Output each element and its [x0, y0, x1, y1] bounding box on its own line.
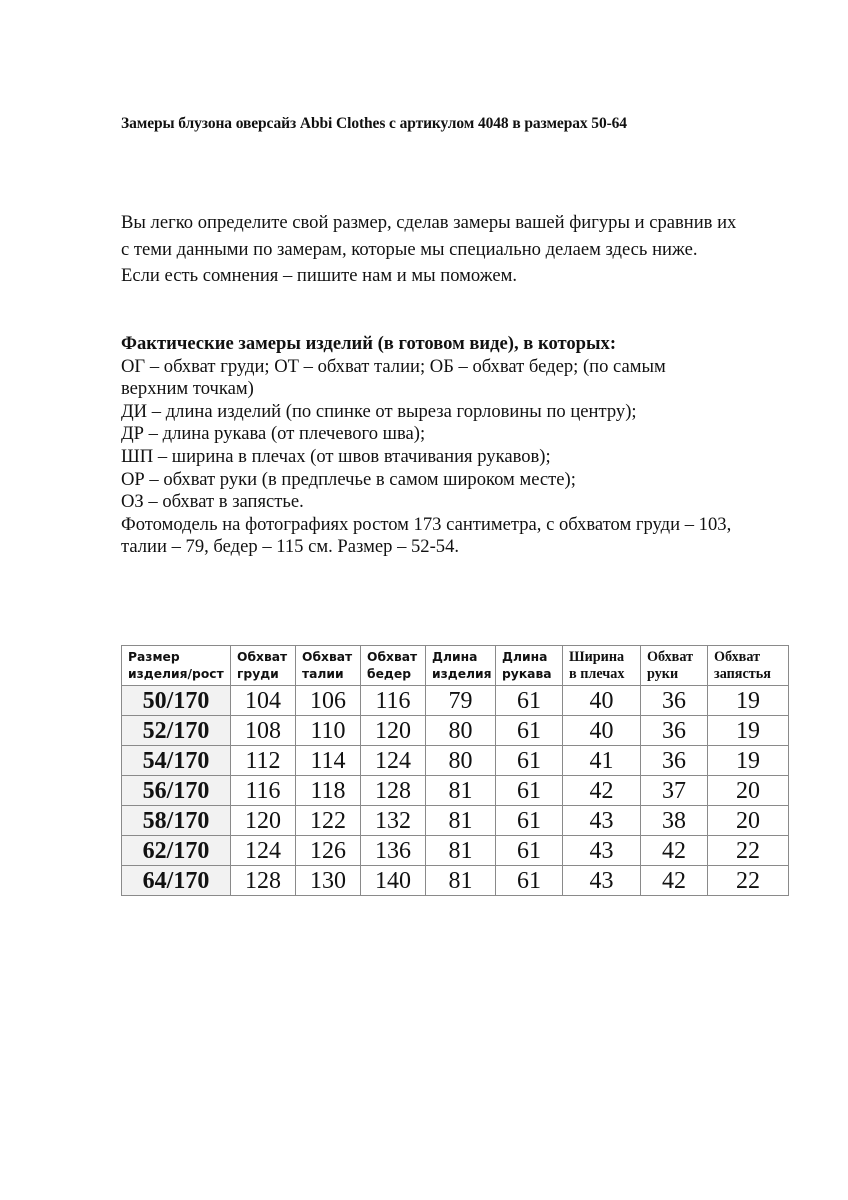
- header-line: талии: [302, 666, 344, 681]
- header-line: изделия/рост: [128, 666, 224, 681]
- size-cell: 56/170: [122, 776, 231, 806]
- table-row: [122, 836, 789, 866]
- shoulder-cell: 41: [563, 746, 641, 776]
- length-cell: 81: [426, 866, 496, 896]
- header-line: Обхват: [302, 649, 353, 664]
- header-wrist-girth: [708, 646, 789, 686]
- arm-cell: 36: [641, 686, 708, 716]
- hips-cell: 132: [361, 806, 426, 836]
- table-row: [122, 866, 789, 896]
- hips-cell: 120: [361, 716, 426, 746]
- legend-line: ДР – длина рукава (от плечевого шва);: [121, 423, 426, 445]
- intro-line: с теми данными по замерам, которые мы специально делаем здесь ниже.: [121, 238, 698, 260]
- header-hips: [361, 646, 426, 686]
- intro-line: Если есть сомнения – пишите нам и мы поможем.: [121, 265, 518, 286]
- legend-line: ОР – обхват руки (в предплечье в самом широком месте);: [121, 468, 576, 490]
- header-length: [426, 646, 496, 686]
- chest-cell: 116: [231, 776, 296, 806]
- length-cell: 81: [426, 776, 496, 806]
- length-cell: 81: [426, 836, 496, 866]
- arm-cell: 37: [641, 776, 708, 806]
- legend-line: ШП – ширина в плечах (от швов втачивания рукавов);: [121, 445, 551, 467]
- sleeve-cell: 61: [496, 836, 563, 866]
- shoulder-cell: 40: [563, 716, 641, 746]
- shoulder-cell: 40: [563, 686, 641, 716]
- chest-cell: 108: [231, 716, 296, 746]
- size-cell: 50/170: [122, 686, 231, 716]
- chest-cell: 120: [231, 806, 296, 836]
- header-line: груди: [237, 666, 279, 681]
- hips-cell: 128: [361, 776, 426, 806]
- table-row: [122, 746, 789, 776]
- sleeve-cell: 61: [496, 716, 563, 746]
- shoulder-cell: 43: [563, 806, 641, 836]
- arm-cell: 36: [641, 746, 708, 776]
- header-line: бедер: [367, 666, 411, 681]
- header-line: Длина: [502, 649, 548, 664]
- wrist-cell: 19: [708, 716, 789, 746]
- header-shoulder-width: [563, 646, 641, 686]
- shoulder-cell: 43: [563, 866, 641, 896]
- sleeve-cell: 61: [496, 686, 563, 716]
- chest-cell: 112: [231, 746, 296, 776]
- header-line: Обхват: [237, 649, 288, 664]
- waist-cell: 130: [296, 866, 361, 896]
- legend-line: ОГ – обхват груди; ОТ – обхват талии; ОБ – обхват бедер; (по самым: [121, 355, 666, 377]
- table-body: [122, 686, 789, 896]
- header-size-height: [122, 646, 231, 686]
- table-row: [122, 806, 789, 836]
- arm-cell: 42: [641, 836, 708, 866]
- length-cell: 79: [426, 686, 496, 716]
- header-line: руки: [647, 665, 679, 682]
- header-line: Длина: [432, 649, 478, 664]
- table-header-row: [122, 646, 789, 686]
- waist-cell: 118: [296, 776, 361, 806]
- model-info-line: талии – 79, бедер – 115 см. Размер – 52-54.: [121, 536, 460, 558]
- sleeve-cell: 61: [496, 806, 563, 836]
- waist-cell: 114: [296, 746, 361, 776]
- header-arm-girth: [641, 646, 708, 686]
- header-chest: [231, 646, 296, 686]
- sleeve-cell: 61: [496, 746, 563, 776]
- model-info-line: Фотомодель на фотографиях ростом 173 сантиметра, с обхватом груди – 103,: [121, 513, 732, 535]
- chest-cell: 128: [231, 866, 296, 896]
- wrist-cell: 19: [708, 686, 789, 716]
- table-row: [122, 776, 789, 806]
- hips-cell: 124: [361, 746, 426, 776]
- waist-cell: 122: [296, 806, 361, 836]
- header-line: Ширина: [569, 648, 625, 665]
- size-cell: 64/170: [122, 866, 231, 896]
- arm-cell: 42: [641, 866, 708, 896]
- size-cell: 58/170: [122, 806, 231, 836]
- header-line: Обхват: [714, 648, 761, 665]
- waist-cell: 106: [296, 686, 361, 716]
- header-line: Обхват: [367, 649, 418, 664]
- waist-cell: 110: [296, 716, 361, 746]
- size-cell: 52/170: [122, 716, 231, 746]
- chest-cell: 104: [231, 686, 296, 716]
- wrist-cell: 22: [708, 836, 789, 866]
- table-row: [122, 716, 789, 746]
- measurement-legend: [121, 333, 801, 559]
- arm-cell: 36: [641, 716, 708, 746]
- header-sleeve-length: [496, 646, 563, 686]
- intro-line: Вы легко определите свой размер, сделав замеры вашей фигуры и сравнив их: [121, 212, 737, 233]
- wrist-cell: 20: [708, 776, 789, 806]
- legend-line: верхним точкам): [121, 378, 254, 400]
- waist-cell: 126: [296, 836, 361, 866]
- header-line: Обхват: [647, 648, 694, 665]
- table-row: [122, 686, 789, 716]
- legend-line: ОЗ – обхват в запястье.: [121, 491, 304, 513]
- hips-cell: 116: [361, 686, 426, 716]
- shoulder-cell: 43: [563, 836, 641, 866]
- length-cell: 81: [426, 806, 496, 836]
- header-line: Размер: [128, 649, 180, 664]
- hips-cell: 140: [361, 866, 426, 896]
- legend-heading: Фактические замеры изделий (в готовом виде), в которых:: [121, 333, 617, 354]
- header-line: рукава: [502, 666, 552, 681]
- size-chart-table: [121, 645, 789, 896]
- shoulder-cell: 42: [563, 776, 641, 806]
- header-line: изделия: [432, 666, 492, 681]
- length-cell: 80: [426, 746, 496, 776]
- intro-paragraph: [121, 210, 801, 290]
- legend-line: ДИ – длина изделий (по спинке от выреза горловины по центру);: [121, 400, 637, 422]
- wrist-cell: 20: [708, 806, 789, 836]
- header-line: запястья: [714, 665, 771, 682]
- hips-cell: 136: [361, 836, 426, 866]
- wrist-cell: 22: [708, 866, 789, 896]
- sleeve-cell: 61: [496, 776, 563, 806]
- size-cell: 62/170: [122, 836, 231, 866]
- header-line: в плечах: [569, 665, 625, 682]
- size-cell: 54/170: [122, 746, 231, 776]
- length-cell: 80: [426, 716, 496, 746]
- document-title: Замеры блузона оверсайз Abbi Clothes с артикулом 4048 в размерах 50-64: [121, 115, 627, 132]
- sleeve-cell: 61: [496, 866, 563, 896]
- arm-cell: 38: [641, 806, 708, 836]
- wrist-cell: 19: [708, 746, 789, 776]
- chest-cell: 124: [231, 836, 296, 866]
- header-waist: [296, 646, 361, 686]
